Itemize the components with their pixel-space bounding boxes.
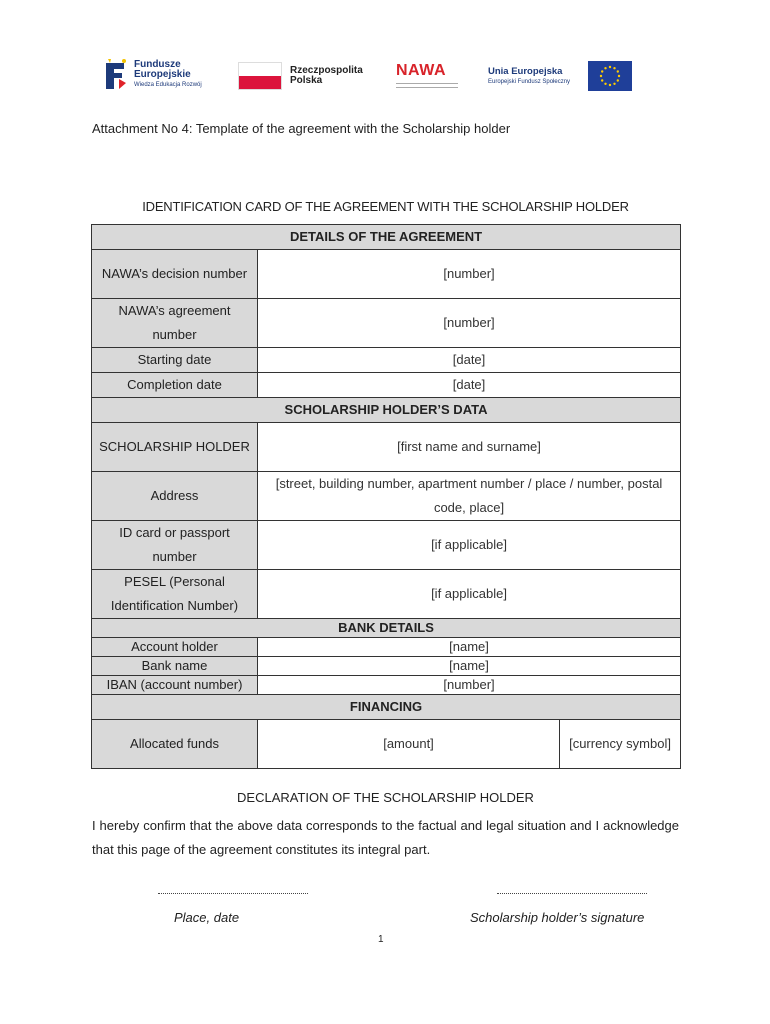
unia-europejska-logo — [486, 54, 636, 96]
holder-header-row — [92, 398, 681, 423]
allocated-funds-label: Allocated funds — [92, 720, 258, 769]
table-row — [92, 521, 681, 570]
account-holder-value: [name] — [258, 638, 681, 657]
declaration-text: I hereby confirm that the above data corresponds to the factual and legal situation and I acknowledge that this page of the agreement constitutes its integral part. — [92, 818, 679, 857]
declaration-title: DECLARATION OF THE SCHOLARSHIP HOLDER — [237, 790, 534, 805]
address-label: Address — [92, 472, 258, 521]
table-row — [92, 570, 681, 619]
pesel-value: [if applicable] — [258, 570, 681, 619]
financing-header-row — [92, 695, 681, 720]
table-row — [92, 299, 681, 348]
table-row — [92, 348, 681, 373]
bank-header-row — [92, 619, 681, 638]
scholarship-holder-value: [first name and surname] — [258, 423, 681, 472]
table-row — [92, 720, 681, 769]
fundusze-subtitle: Wiedza Edukacja Rozwój — [134, 82, 202, 88]
amount-value: [amount] — [258, 720, 560, 769]
fundusze-line2: Europejskie — [134, 69, 191, 80]
bank-header: BANK DETAILS — [92, 619, 681, 638]
fundusze-line1: Fundusze — [134, 59, 181, 70]
eu-flag-icon — [588, 61, 632, 91]
fundusze-star-icon — [104, 57, 128, 93]
account-holder-label: Account holder — [92, 638, 258, 657]
pesel-label: PESEL (Personal Identification Number) — [92, 570, 258, 619]
bank-name-label: Bank name — [92, 657, 258, 676]
table-row — [92, 472, 681, 521]
id-card-value: [if applicable] — [258, 521, 681, 570]
id-card-label: ID card or passport number — [92, 521, 258, 570]
completion-date-label: Completion date — [92, 373, 258, 398]
place-date-caption: Place, date — [174, 910, 240, 925]
ue-line2: Europejski Fundusz Społeczny — [488, 79, 571, 85]
iban-label: IBAN (account number) — [92, 676, 258, 695]
table-row — [92, 423, 681, 472]
table-row — [92, 373, 681, 398]
holder-header: SCHOLARSHIP HOLDER’S DATA — [92, 398, 681, 423]
fundusze-europejskie-logo — [104, 54, 224, 96]
nawa-logo — [396, 54, 460, 96]
rp-line2: Polska — [290, 75, 323, 86]
logo-bar — [100, 54, 640, 96]
decision-number-value: [number] — [258, 250, 681, 299]
agreement-header-row — [92, 225, 681, 250]
financing-header: FINANCING — [92, 695, 681, 720]
iban-value: [number] — [258, 676, 681, 695]
ue-line1: Unia Europejska — [488, 66, 563, 77]
starting-date-value: [date] — [258, 348, 681, 373]
table-row — [92, 250, 681, 299]
completion-date-value: [date] — [258, 373, 681, 398]
table-row — [92, 657, 681, 676]
signature-line — [497, 885, 647, 894]
rzeczpospolita-polska-logo — [238, 54, 378, 96]
agreement-number-label: NAWA’s agreement number — [92, 299, 258, 348]
signature-caption: Scholarship holder’s signature — [470, 910, 645, 925]
starting-date-label: Starting date — [92, 348, 258, 373]
agreement-number-value: [number] — [258, 299, 681, 348]
identification-card-table — [91, 224, 681, 769]
table-row — [92, 676, 681, 695]
agreement-header: DETAILS OF THE AGREEMENT — [92, 225, 681, 250]
rp-line1: Rzeczpospolita — [290, 65, 363, 76]
currency-value: [currency symbol] — [560, 720, 681, 769]
polish-flag-icon — [238, 62, 282, 90]
table-row — [92, 638, 681, 657]
place-date-line — [158, 885, 308, 894]
attachment-title: Attachment No 4: Template of the agreement with the Scholarship holder — [92, 121, 511, 136]
nawa-wordmark: NAWA — [396, 62, 446, 79]
address-value: [street, building number, apartment number / place / number, postal code, place] — [258, 472, 681, 521]
decision-number-label: NAWA’s decision number — [92, 250, 258, 299]
nawa-underline — [396, 83, 458, 88]
bank-name-value: [name] — [258, 657, 681, 676]
scholarship-holder-label: SCHOLARSHIP HOLDER — [92, 423, 258, 472]
card-title: IDENTIFICATION CARD OF THE AGREEMENT WITH THE SCHOLARSHIP HOLDER — [142, 199, 629, 214]
page-number: 1 — [378, 934, 384, 945]
